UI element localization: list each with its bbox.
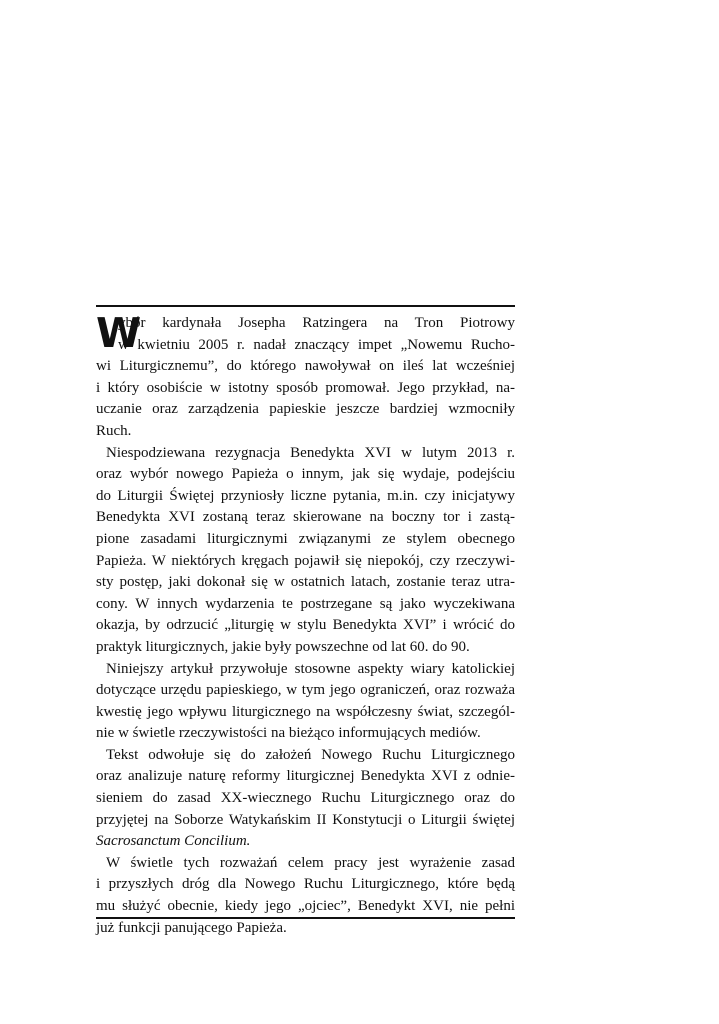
text-line: oraz analizuje naturę reformy liturgicznej Benedykta XVI z odnie- xyxy=(96,768,515,785)
text-line: sieniem do zasad XX-wiecznego Ruchu Liturgicznego oraz do xyxy=(96,790,515,807)
text-line: Ruch. xyxy=(96,422,132,439)
text-line: oraz wybór nowego Papieża o innym, jak się wydaje, podejściu xyxy=(96,466,515,483)
text-line: mu służyć obecnie, kiedy jego „ojciec”, Benedykt XVI, nie pełni xyxy=(96,898,515,915)
paragraph xyxy=(96,309,515,443)
text-line: uczanie oraz zarządzenia papieskie jeszcze bardziej wzmocniły xyxy=(96,401,515,418)
text-line: i przyszłych dróg dla Nowego Ruchu Liturgicznego, które będą xyxy=(96,876,515,893)
text-line: sty postęp, jaki dokonał się w ostatnich latach, zostanie teraz utra- xyxy=(96,574,515,591)
text-line: Papieża. W niektórych kręgach pojawił się niepokój, czy rzeczywi- xyxy=(96,552,515,569)
text-line: już funkcji panującego Papieża. xyxy=(96,919,287,936)
paragraph xyxy=(96,659,515,745)
paragraph xyxy=(96,853,515,939)
text-line: dotyczące urzędu papieskiego, w tym jego ograniczeń, oraz rozważa xyxy=(96,682,515,699)
text-line: praktyk liturgicznych, jakie były powszechne od lat 60. do 90. xyxy=(96,638,470,655)
text-line: Tekst odwołuje się do założeń Nowego Ruchu Liturgicznego xyxy=(106,746,515,763)
text-line: Sacrosanctum Concilium. xyxy=(96,833,251,850)
text-line: okazja, by odrzucić „liturgię w stylu Benedykta XVI” i wrócić do xyxy=(96,617,515,634)
text-line: wi Liturgicznemu”, do którego nawoływał on ileś lat wcześniej xyxy=(96,358,515,375)
text-line: nie w świetle rzeczywistości na bieżąco informujących mediów. xyxy=(96,725,481,742)
text-line: Benedykta XVI zostaną teraz skierowane na boczny tor i zastą- xyxy=(96,509,515,526)
text-line: przyjętej na Soborze Watykańskim II Konstytucji o Liturgii świętej xyxy=(96,811,515,828)
text-line: W świetle tych rozważań celem pracy jest wyrażenie zasad xyxy=(106,854,515,871)
text-line: w kwietniu 2005 r. nadał znaczący impet „Nowemu Rucho- xyxy=(118,336,515,353)
text-line: Niniejszy artykuł przywołuje stosowne aspekty wiary katolickiej xyxy=(106,660,515,677)
abstract-block xyxy=(96,309,515,939)
bottom-rule xyxy=(96,917,515,919)
paragraph xyxy=(96,745,515,853)
drop-cap: W xyxy=(96,309,142,357)
text-line: Niespodziewana rezygnacja Benedykta XVI w lutym 2013 r. xyxy=(106,444,515,461)
text-line: kwestię jego wpływu liturgicznego na współczesny świat, szczegól- xyxy=(96,703,515,720)
top-rule xyxy=(96,305,515,307)
text-line: i który osobiście w istotny sposób promował. Jego przykład, na- xyxy=(96,379,515,396)
text-line: cony. W innych wydarzenia te postrzegane są jako wyczekiwana xyxy=(96,595,515,612)
paragraph xyxy=(96,443,515,659)
text-line: do Liturgii Świętej przyniosły liczne pytania, m.in. czy inicjatywy xyxy=(96,487,515,504)
text-line: pione zasadami liturgicznymi związanymi ze stylem obecnego xyxy=(96,530,515,547)
text-line: ybór kardynała Josepha Ratzingera na Tron Piotrowy xyxy=(118,315,515,331)
